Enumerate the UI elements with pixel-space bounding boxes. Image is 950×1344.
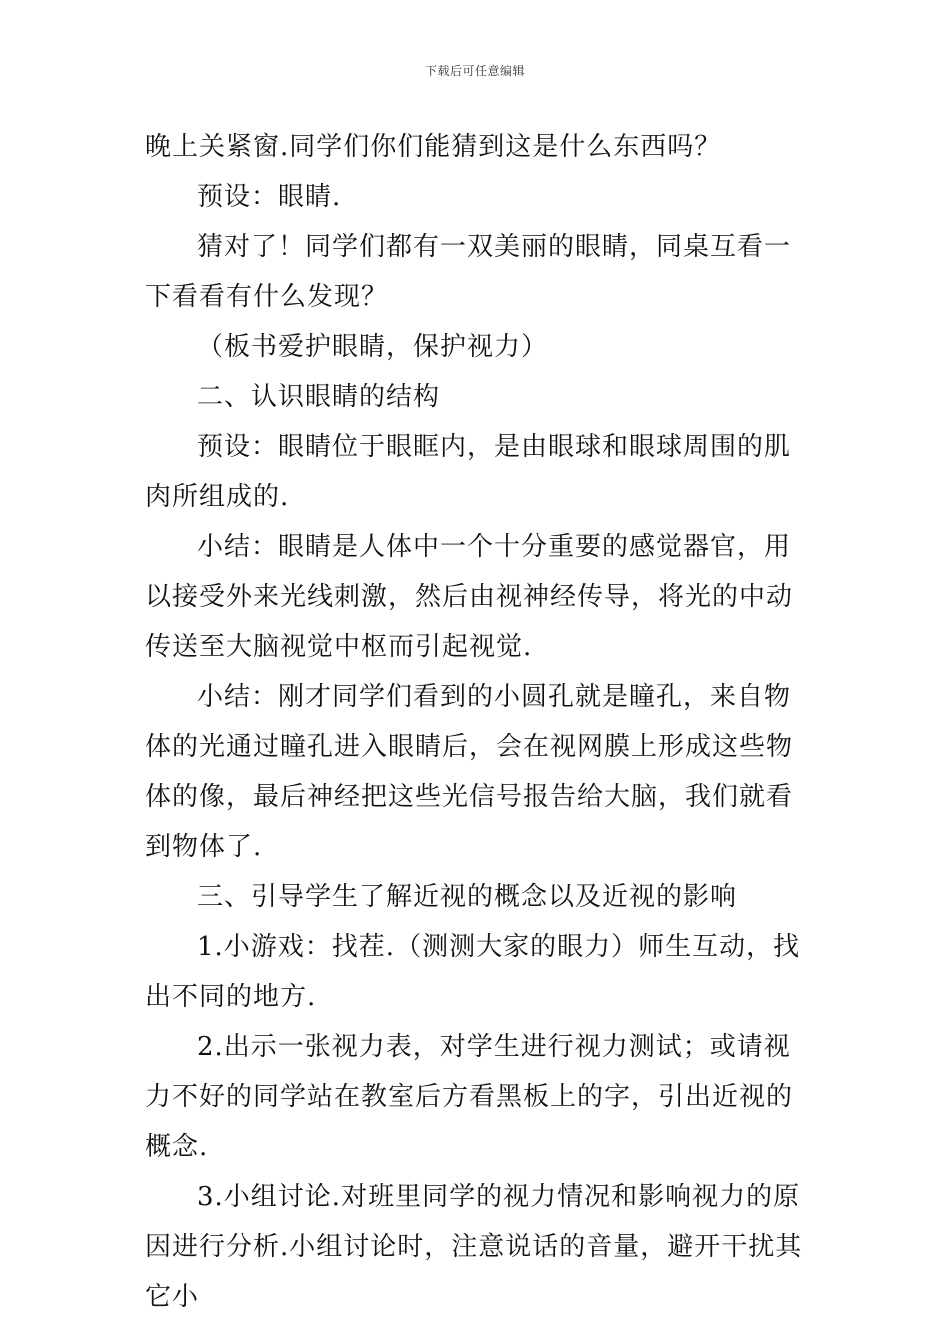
paragraph: 猜对了！同学们都有一双美丽的眼睛，同桌互看一下看看有什么发现？	[145, 232, 792, 312]
section-heading: 三、引导学生了解近视的概念以及近视的影响	[197, 882, 738, 912]
paragraph: （板书爱护眼睛，保护视力）	[197, 332, 549, 362]
list-item: 1.小游戏：找茬.（测测大家的眼力）师生互动，找出不同的地方.	[145, 932, 801, 1012]
page-header-note: 下载后可任意编辑	[424, 64, 525, 78]
paragraph: 预设：眼睛.	[197, 182, 342, 212]
list-item: 2.出示一张视力表，对学生进行视力测试；或请视力不好的同学站在教室后方看黑板上的字，引出近视的概念.	[145, 1032, 794, 1162]
paragraph: 晚上关紧窗.同学们你们能猜到这是什么东西吗？	[145, 132, 722, 162]
paragraph: 小结：眼睛是人体中一个十分重要的感觉器官，用以接受外来光线刺激，然后由视神经传导，将光的中动传送至大脑视觉中枢而引起视觉.	[145, 532, 794, 662]
section-heading: 二、认识眼睛的结构	[197, 382, 441, 412]
paragraph: 小结：刚才同学们看到的小圆孔就是瞳孔，来自物体的光通过瞳孔进入眼睛后，会在视网膜上形成这些物体的像，最后神经把这些光信号报告给大脑，我们就看到物体了.	[145, 682, 794, 862]
document-body	[145, 122, 810, 1322]
paragraph: 预设：眼睛位于眼眶内，是由眼球和眼球周围的肌肉所组成的.	[145, 432, 792, 512]
list-item: 3.小组讨论.对班里同学的视力情况和影响视力的原因进行分析.小组讨论时，注意说话的音量，避开干扰其它小	[145, 1182, 803, 1312]
